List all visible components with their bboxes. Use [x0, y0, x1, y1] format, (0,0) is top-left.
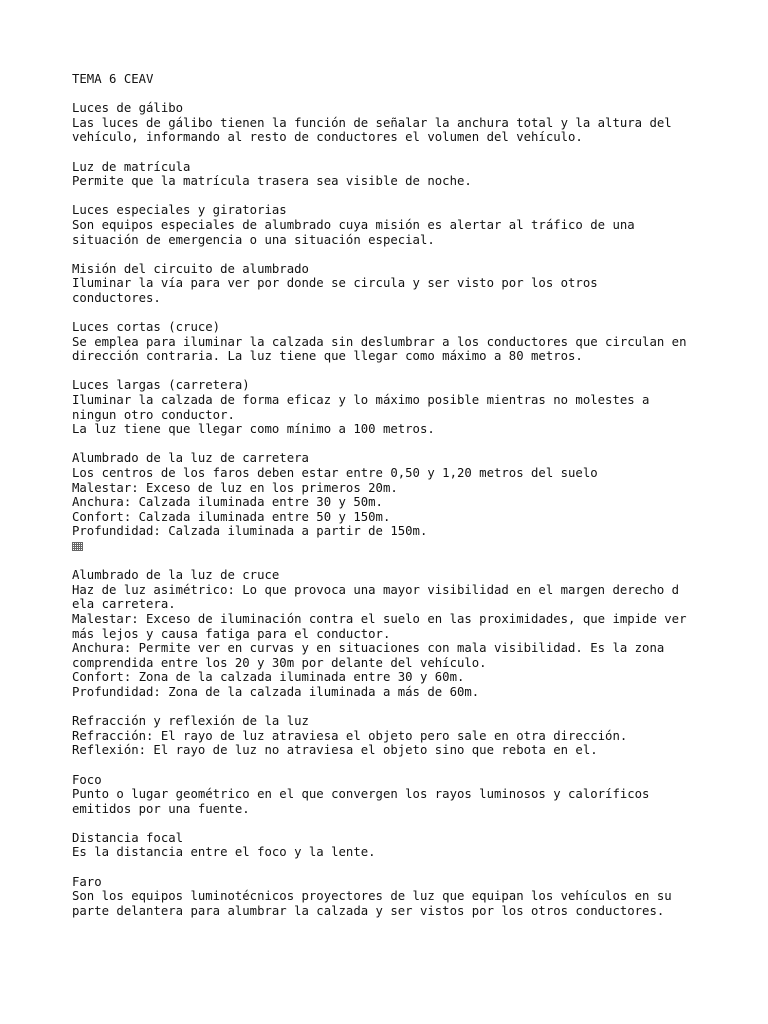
section-heading: Luces de gálibo	[72, 101, 184, 116]
section-heading: Luz de matrícula	[72, 159, 191, 174]
section-heading: Refracción y reflexión de la luz	[72, 714, 309, 729]
text-section	[72, 714, 712, 758]
body-line: Los centros de los faros deben estar entre 0,50 y 1,20 metros del suelo	[72, 466, 598, 481]
text-section	[72, 773, 712, 817]
body-line: Malestar: Exceso de iluminación contra el suelo en las proximidades, que impide ver	[72, 611, 687, 626]
document-body	[72, 72, 712, 918]
body-line: Haz de luz asimétrico: Lo que provoca una mayor visibilidad en el margen derecho d	[72, 582, 680, 597]
text-section	[72, 262, 712, 306]
body-line: Profundidad: Calzada iluminada a partir de 150m.	[72, 524, 428, 539]
text-section	[72, 451, 712, 553]
body-line: Son los equipos luminotécnicos proyectores de luz que equipan los vehículos en su	[72, 889, 672, 904]
section-heading: Misión del circuito de alumbrado	[72, 261, 309, 276]
body-line: Son equipos especiales de alumbrado cuya misión es alertar al tráfico de una	[72, 217, 635, 232]
document-title: TEMA 6 CEAV	[72, 72, 154, 86]
section-heading: Luces largas (carretera)	[72, 378, 250, 393]
body-line: Refracción: El rayo de luz atraviesa el objeto pero sale en otra dirección.	[72, 728, 628, 743]
body-line: emitidos por una fuente.	[72, 801, 250, 816]
body-line: vehículo, informando al resto de conductores el volumen del vehículo.	[72, 130, 583, 145]
text-section	[72, 160, 712, 189]
body-line: ela carretera.	[72, 597, 176, 612]
body-line: Las luces de gálibo tienen la función de señalar la anchura total y la altura del	[72, 115, 672, 130]
body-line: ningun otro conductor.	[72, 407, 235, 422]
text-section	[72, 831, 712, 860]
body-line: Confort: Calzada iluminada entre 50 y 150m.	[72, 509, 391, 524]
body-line: comprendida entre los 20 y 30m por delante del vehículo.	[72, 655, 487, 670]
section-heading: Luces especiales y giratorias	[72, 203, 287, 218]
body-line: Se emplea para iluminar la calzada sin deslumbrar a los conductores que circulan en	[72, 334, 687, 349]
unknown-glyph-icon	[72, 539, 712, 554]
body-line: Reflexión: El rayo de luz no atraviesa el objeto sino que rebota en el.	[72, 743, 598, 758]
text-section	[72, 320, 712, 364]
body-line: Iluminar la vía para ver por donde se circula y ser visto por los otros	[72, 276, 598, 291]
body-line: Es la distancia entre el foco y la lente.	[72, 845, 376, 860]
section-heading: Faro	[72, 874, 102, 889]
section-heading: Luces cortas (cruce)	[72, 320, 221, 335]
body-line: Anchura: Calzada iluminada entre 30 y 50m.	[72, 495, 383, 510]
body-line: Profundidad: Zona de la calzada iluminada a más de 60m.	[72, 684, 480, 699]
text-section	[72, 568, 712, 699]
section-heading: Alumbrado de la luz de carretera	[72, 451, 309, 466]
text-section	[72, 203, 712, 247]
body-line: conductores.	[72, 290, 161, 305]
body-line: Iluminar la calzada de forma eficaz y lo máximo posible mientras no molestes a	[72, 393, 650, 408]
body-line: Anchura: Permite ver en curvas y en situaciones con mala visibilidad. Es la zona	[72, 641, 665, 656]
section-heading: Foco	[72, 772, 102, 787]
body-line: dirección contraria. La luz tiene que llegar como máximo a 80 metros.	[72, 349, 583, 364]
body-line: Permite que la matrícula trasera sea visible de noche.	[72, 174, 472, 189]
document-title-section	[72, 72, 712, 87]
body-line: Malestar: Exceso de luz en los primeros 20m.	[72, 480, 398, 495]
body-line: situación de emergencia o una situación especial.	[72, 232, 435, 247]
placeholder-box-icon	[72, 542, 83, 551]
section-heading: Distancia focal	[72, 830, 184, 845]
body-line: Confort: Zona de la calzada iluminada entre 30 y 60m.	[72, 670, 465, 685]
body-line: más lejos y causa fatiga para el conductor.	[72, 626, 391, 641]
text-section	[72, 101, 712, 145]
text-section	[72, 378, 712, 436]
body-line: parte delantera para alumbrar la calzada y ser vistos por los otros conductores.	[72, 903, 665, 918]
section-heading: Alumbrado de la luz de cruce	[72, 568, 280, 583]
body-line: Punto o lugar geométrico en el que convergen los rayos luminosos y caloríficos	[72, 787, 650, 802]
text-section	[72, 875, 712, 919]
body-line: La luz tiene que llegar como mínimo a 100 metros.	[72, 422, 435, 437]
